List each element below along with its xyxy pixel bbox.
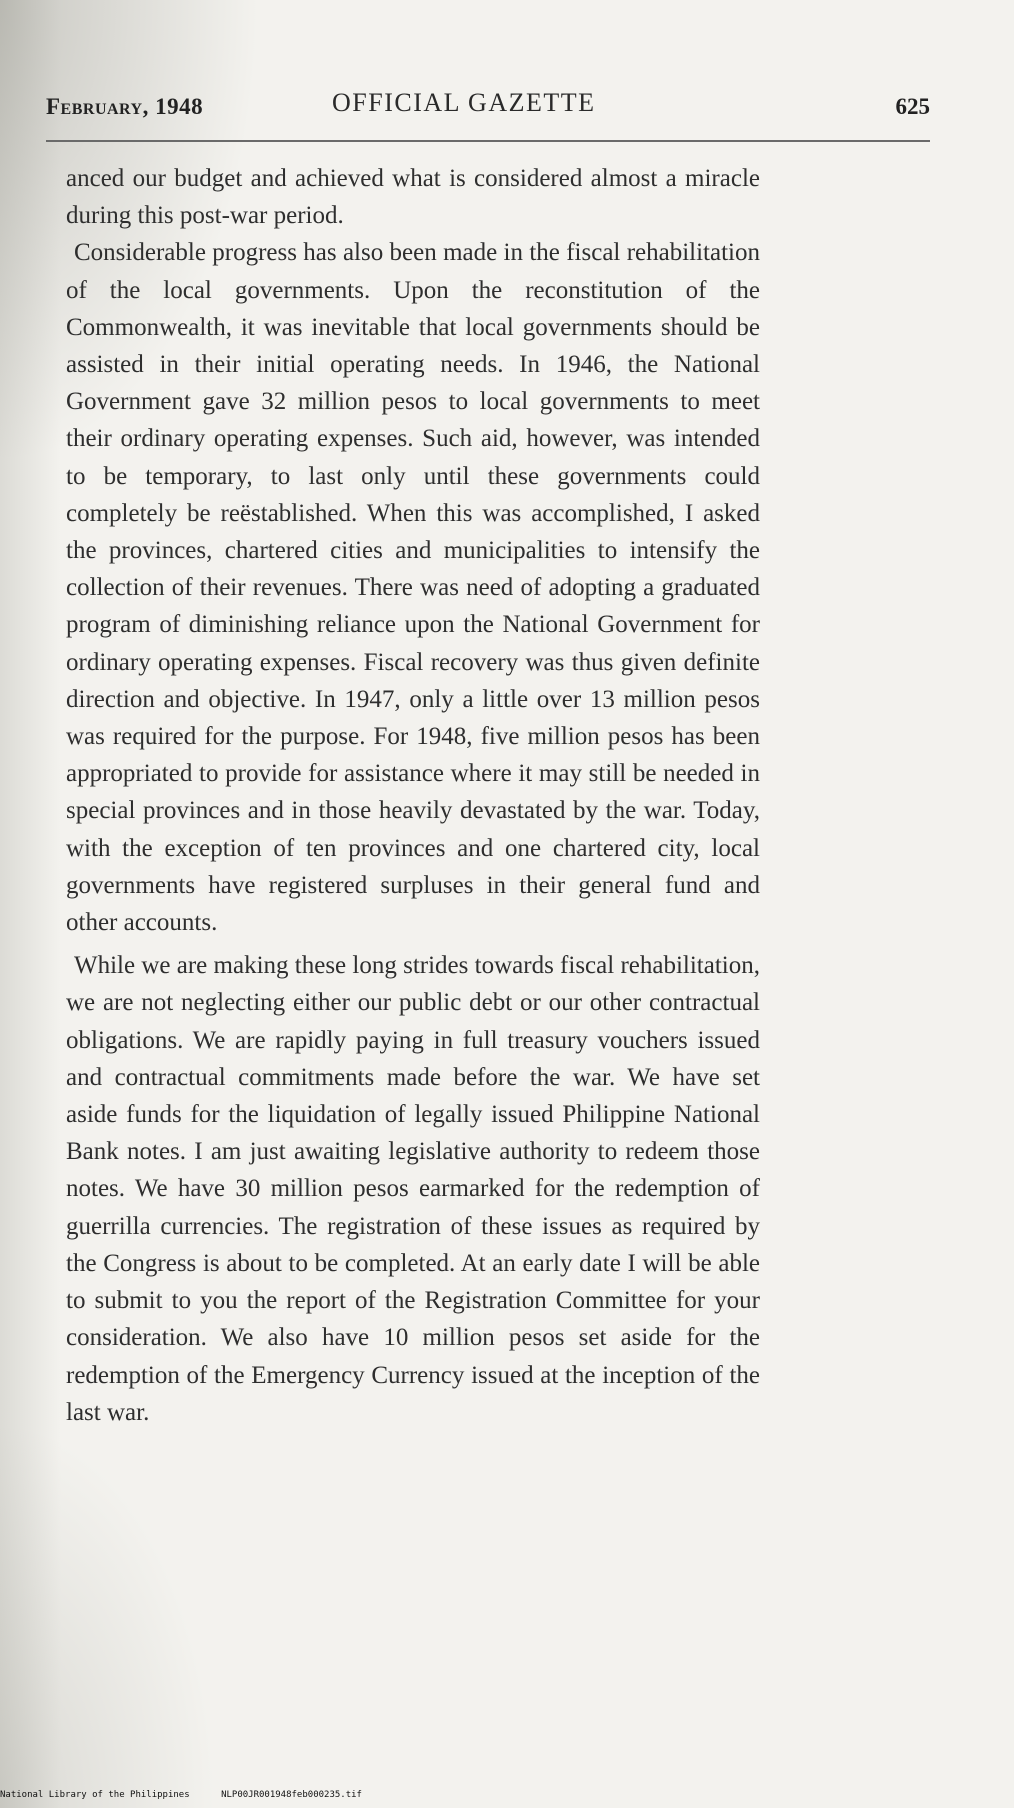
paragraph-local-governments: Considerable progress has also been made in the fiscal rehabilitation of the local governments. Upon the reconstitution of the Commonwealth, it was inevitable that local governments should be assisted in their initial operating needs. In 1946, the National Government gave 32 million pesos to local governments to meet their ordinary operating expenses. Such aid, however, was intended to be temporary, to last only until these governments could completely be reëstablished. When this was accomplished, I asked the provinces, chartered cities and municipalities to intensify the collection of their revenues. There was need of adopting a graduated program of diminishing reliance upon the National Government for ordinary operating expenses. Fiscal recovery was thus given definite direction and objective. In 1947, only a little over 13 million pesos was required for the purpose. For 1948, five million pesos has been appropriated to provide for assistance where it may still be needed in special provinces and in those heavily devastated by the war. Today, with the exception of ten provinces and one chartered city, local governments have registered surpluses in their general fund and other accounts. — [66, 239, 760, 937]
paragraph-continuation: anced our budget and achieved what is considered almost a miracle during this post-war period. — [66, 165, 760, 230]
footer-library: National Library of the Philippines — [0, 1790, 190, 1800]
page-number: 625 — [895, 94, 930, 119]
body-text — [66, 160, 760, 1431]
header-title: OFFICIAL GAZETTE — [332, 88, 596, 117]
header-rule — [46, 140, 930, 142]
footer-file-id: NLP00JR001948feb000235.tif — [221, 1790, 362, 1800]
page-header — [46, 84, 930, 124]
paragraph-public-debt: While we are making these long strides towards fiscal rehabilitation, we are not neglecting either our public debt or our other contractual obligations. We are rapidly paying in full treasury vouchers issued and contractual commitments made before the war. We have set aside funds for the liquidation of legally issued Philippine National Bank notes. I am just awaiting legislative authority to redeem those notes. We have 30 million pesos earmarked for the redemption of guerrilla currencies. The registration of these issues as required by the Congress is about to be completed. At an early date I will be able to submit to you the report of the Registration Committee for your consideration. We also have 10 million pesos set aside for the redemption of the Emergency Currency issued at the inception of the last war. — [66, 952, 760, 1426]
header-date: February, 1948 — [46, 94, 204, 119]
scan-footer — [0, 1790, 388, 1800]
